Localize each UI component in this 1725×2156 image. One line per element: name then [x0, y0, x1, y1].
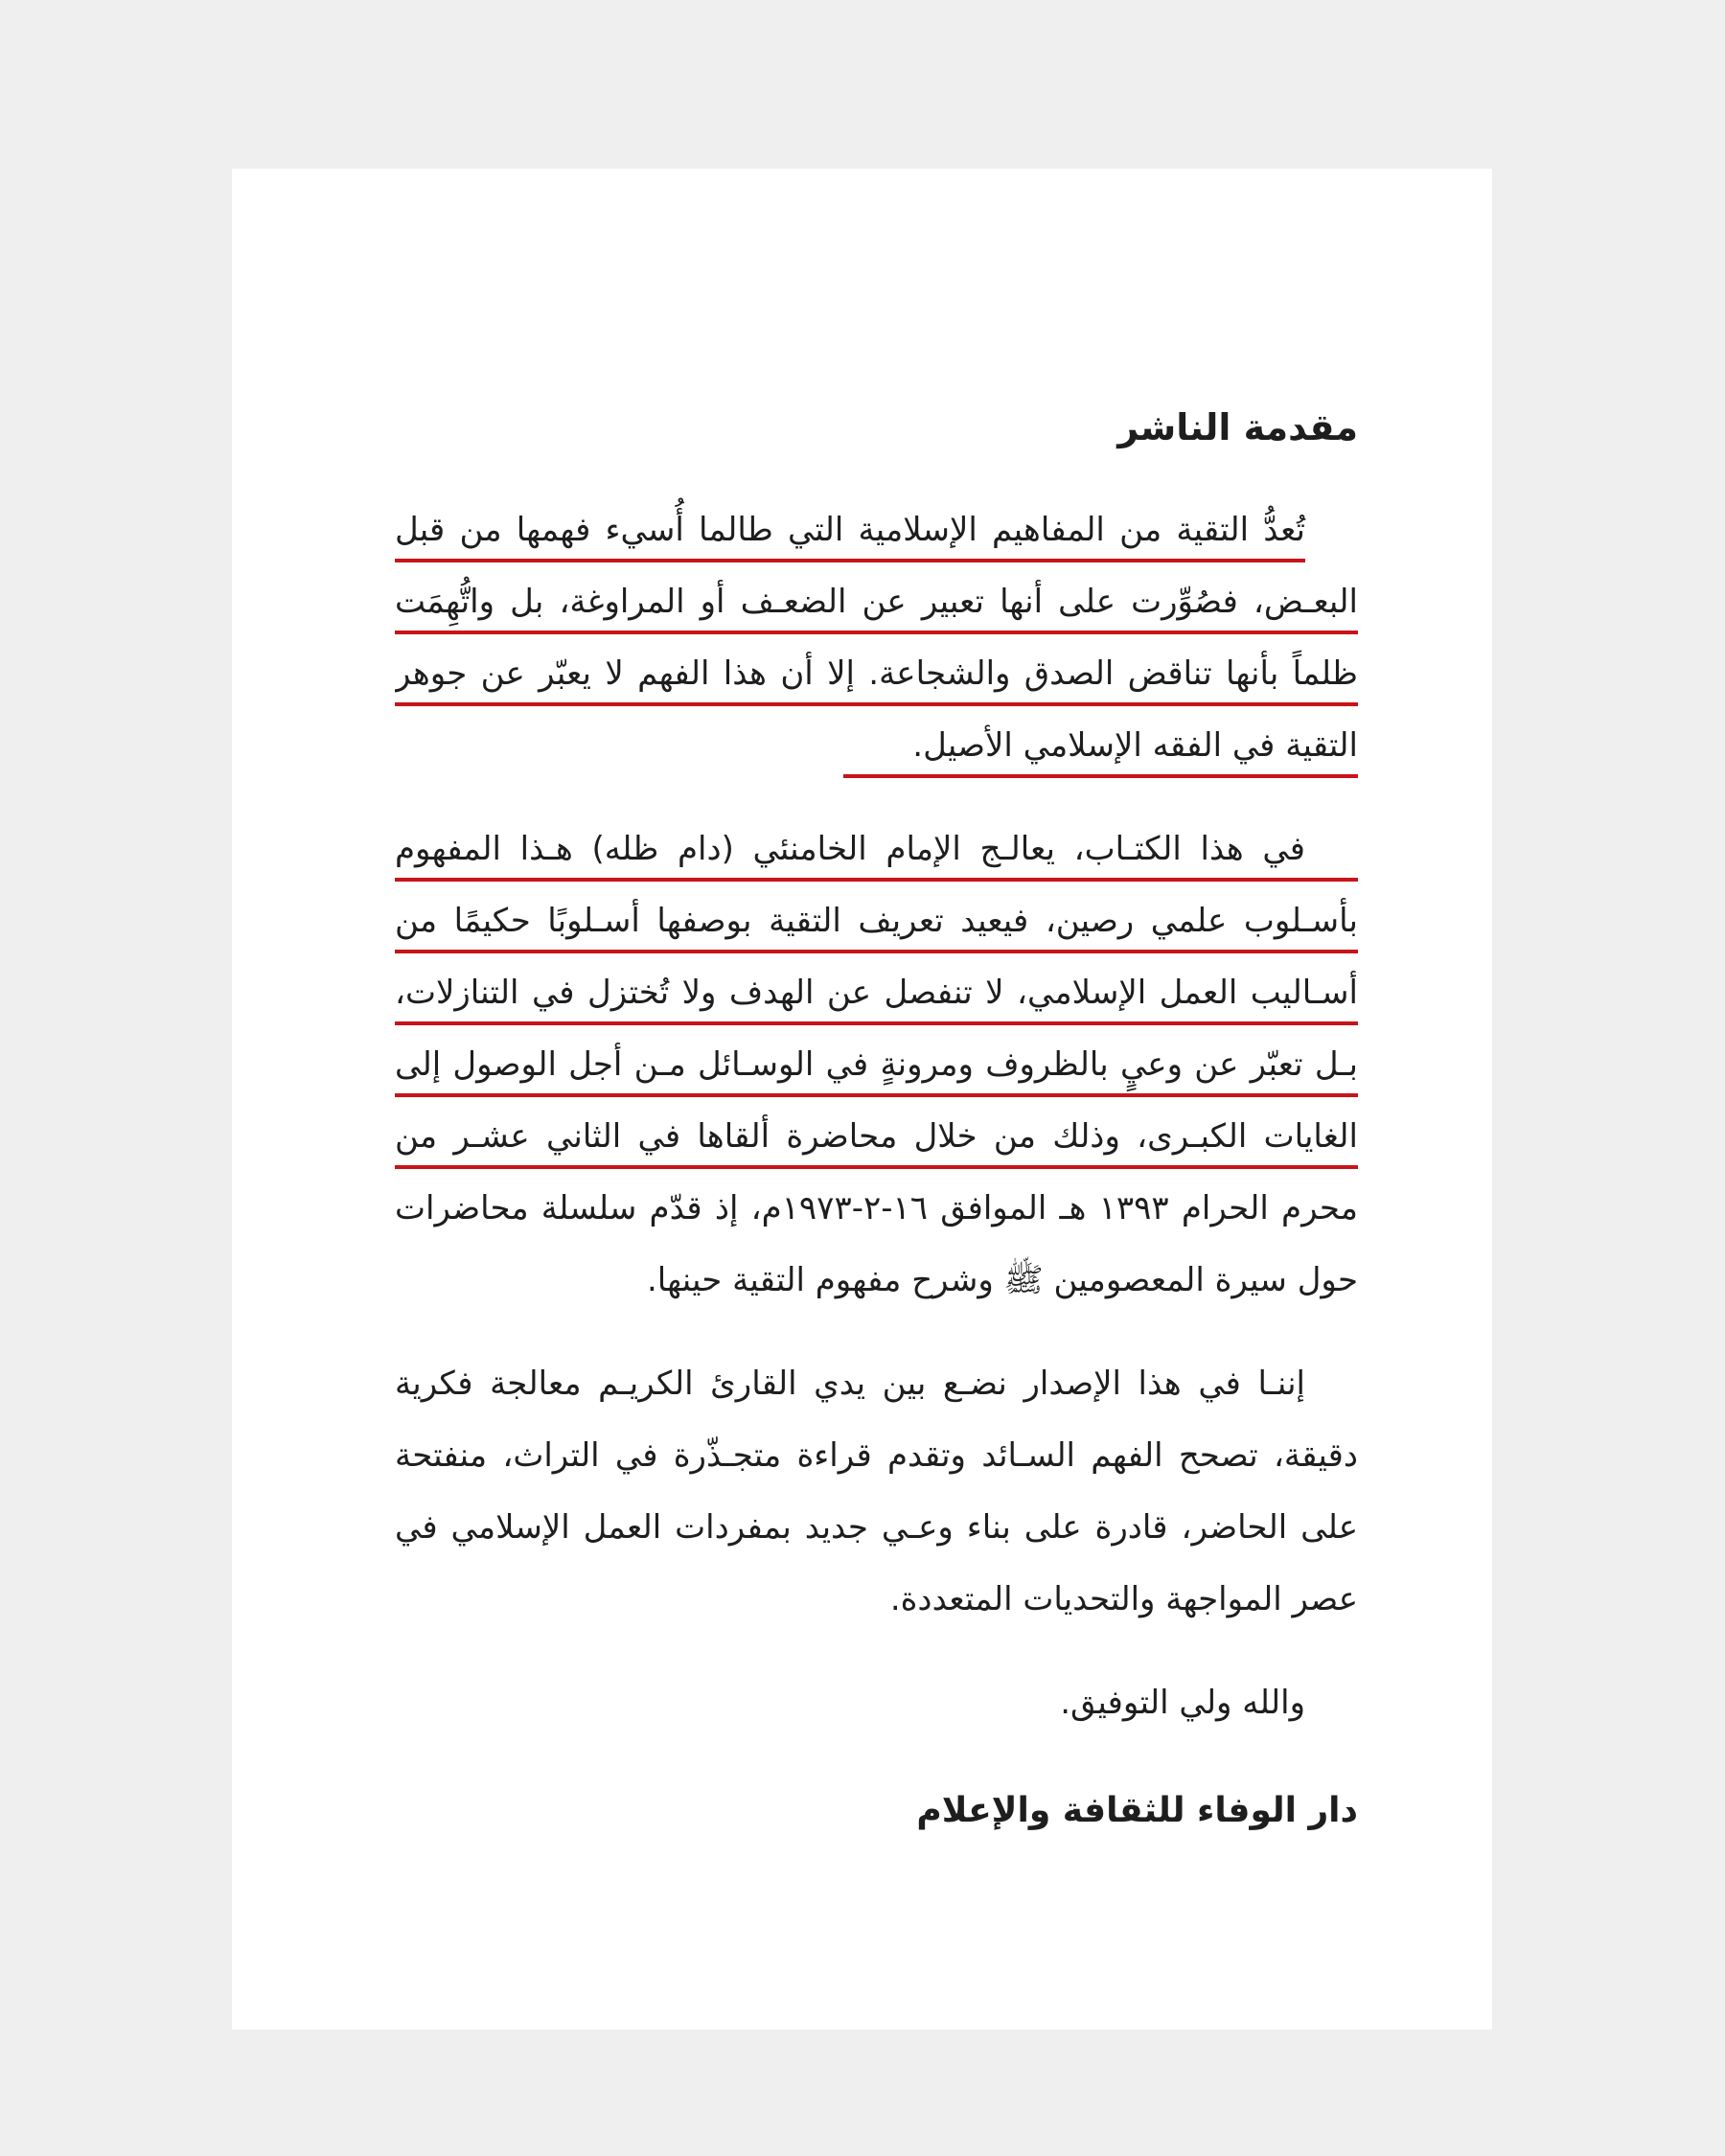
page-content	[395, 399, 1358, 1845]
text-line-underlined: في هذا الكتـاب، يعالـج الإمام الخامنئي (دام ظله) هـذا المفهوم	[395, 814, 1358, 885]
paragraph-2	[395, 814, 1358, 1317]
text-line-underlined: ظلماً بأنها تناقض الصدق والشجاعة. إلا أن هذا الفهم لا يعبّر عن جوهر	[395, 638, 1358, 710]
text-line-underlined: تُعدُّ التقية من المفاهيم الإسلامية التي طالما أُسيء فهمها من قبل	[395, 494, 1358, 566]
text-line-underlined: بأسـلوب علمي رصين، فيعيد تعريف التقية بوصفها أسـلوبًا حكيمًا من	[395, 885, 1358, 957]
page-title: مقدمة الناشر	[1117, 406, 1358, 448]
paragraph-3	[395, 1348, 1358, 1636]
text-line-underlined: البعـض، فصُوِّرت على أنها تعبير عن الضعـف أو المراوغة، بل واتُّهِمَت	[395, 566, 1358, 638]
text-line: محرم الحرام ١٣٩٣ هـ الموافق ١٦-٢-١٩٧٣م، إذ قدّم سلسلة محاضرات	[395, 1189, 1358, 1227]
text-line-underlined: أسـاليب العمل الإسلامي، لا تنفصل عن الهدف ولا تُختزل في التنازلات،	[395, 957, 1358, 1029]
text-line: حول سيرة المعصومين ﷺ وشرح مفهوم التقية حينها.	[646, 1261, 1358, 1299]
document-page	[232, 169, 1492, 2030]
text-line-underlined: بـل تعبّر عن وعيٍ بالظروف ومرونةٍ في الوسـائل مـن أجل الوصول إلى	[395, 1029, 1358, 1101]
paragraph-1	[395, 494, 1358, 782]
text-line: دقيقة، تصحح الفهم السـائد وتقدم قراءة متجـذّرة في التراث، منفتحة	[395, 1436, 1358, 1475]
publisher-signature: دار الوفاء للثقافة والإعلام	[916, 1791, 1358, 1830]
closing-line: والله ولي التوفيق.	[1060, 1684, 1305, 1722]
text-line: عصر المواجهة والتحديات المتعددة.	[889, 1580, 1358, 1618]
text-line-underlined: التقية في الفقه الإسلامي الأصيل.	[395, 710, 1358, 782]
text-line: على الحاضر، قادرة على بناء وعـي جديد بمفردات العمل الإسلامي في	[395, 1508, 1358, 1547]
text-line: إننـا في هذا الإصدار نضـع بين يدي القارئ الكريـم معالجة فكرية	[395, 1365, 1305, 1403]
text-line-underlined: الغايات الكبـرى، وذلك من خلال محاضرة ألقاها في الثاني عشـر من	[395, 1101, 1358, 1173]
